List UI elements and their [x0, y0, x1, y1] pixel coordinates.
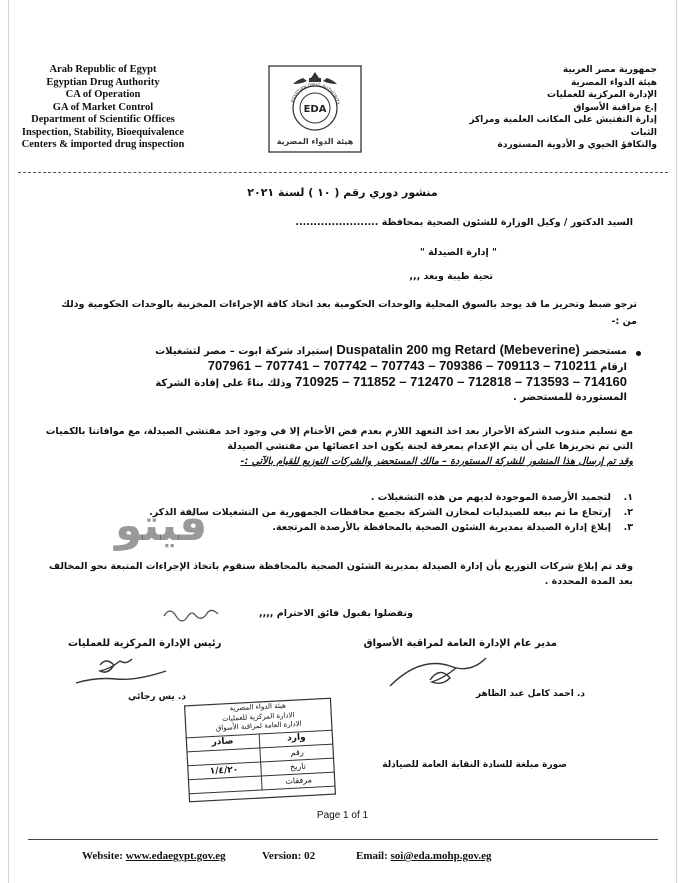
paragraph-intro: ترجو ضبط وتحريز ما قد يوجد بالسوق المحلية والوحدات الحكومية بعد اتخاذ كافة الإجراءات المخزنية بالوحدات الحكومية وذلك من :-	[61, 299, 637, 327]
footer-divider	[28, 839, 658, 840]
header-ar-line: والتكافؤ الحيوي و الأدوية المستوردة	[497, 140, 657, 150]
list-number: ٢.	[623, 507, 633, 518]
footer-email	[356, 850, 492, 862]
stamp-date-value: ١/٤/٢٠	[209, 765, 239, 777]
email-link[interactable]: soi@eda.mohp.gov.eg	[390, 850, 492, 862]
watermark: فيتو	[115, 500, 208, 551]
header-ar-line: الإدارة المركزية للعمليات	[547, 90, 657, 100]
header-ar-line: جمهورية مصر العربية	[562, 65, 657, 75]
list-text: إبلاغ إدارة الصيدلة بمديرية الشئون الصحية بالمحافظة بالأرصدة المرتجعة.	[272, 522, 611, 533]
header-en-line: GA of Market Control	[52, 101, 154, 113]
page-edge-right	[676, 0, 677, 883]
batch-numbers-line-1: 707961 – 707741 – 707742 – 707743 – 709386 – 709113 – 710211	[207, 358, 597, 373]
paragraph-seizure-note: وقد تم إرسال هذا المنشور للشركة المستوردة – مالك المستحضر والشركات التوزيع للقيام بالآتي :-	[240, 456, 633, 467]
batches-label: ارقام	[600, 362, 627, 373]
version-label: Version:	[262, 850, 302, 862]
footer-website	[82, 850, 226, 862]
batches-note: وذلك بناءً على إفادة الشركة	[155, 378, 292, 389]
drug-paragraph	[41, 343, 641, 405]
website-link[interactable]: www.edaegypt.gov.eg	[125, 850, 226, 862]
list-text: لتجميد الأرصدة الموجودة لديهم من هذه التشغيلات .	[370, 492, 611, 503]
initials-signature	[160, 602, 230, 624]
header-en-line: Inspection, Stability, Bioequivalence	[21, 126, 185, 138]
incoming-stamp	[182, 696, 337, 804]
drug-name: Duspatalin 200 mg Retard (Mebeverine)	[336, 342, 580, 357]
paragraph-seizure-text: مع تسليم مندوب الشركة الأحراز بعد اخذ التعهد اللازم بعدم فض الأختام إلا في وجود احد مفتشي الصيدلة، مع موافاتنا بالكميات التي تم تحريزها علي أن يتم الإعدام بمعرفة لجنة يكون احد اعضائها من مفتشي الصيدلة	[45, 426, 633, 452]
list-number: ٣.	[623, 522, 633, 533]
page-edge-left	[8, 0, 9, 883]
stamp-line: الادارة المركزية للعمليات	[221, 710, 295, 723]
addressee: السيد الدكتور / وكيل الوزارة للشئون الصحية بمحافظة .......................	[295, 217, 633, 228]
header-en-line: Centers & imported drug inspection	[21, 139, 185, 150]
eda-logo	[265, 64, 365, 154]
footer-version	[262, 850, 315, 862]
header-english	[18, 64, 188, 152]
paragraph-seizure	[43, 424, 633, 469]
paragraph-distributors: وقد تم إبلاغ شركات التوزيع بأن إدارة الصيدلة بمديرية الشئون الصحية بالمحافظة ستقوم باتخاذ الإجراءات المتبعة نحو المخالف بعد المدة المحددة .	[49, 561, 633, 587]
stamp-number-label: رقم	[290, 747, 304, 758]
drug-prefix: مستحضر	[583, 346, 627, 357]
header-en-line: Department of Scientific Offices	[31, 114, 175, 125]
stamp-outgoing: صادر	[211, 736, 234, 748]
drug-end: المستوردة للمستحضر .	[512, 392, 627, 403]
list-number: ١.	[623, 492, 633, 503]
bullet-icon	[636, 351, 641, 356]
header-en-line: Egyptian Drug Authority	[46, 76, 160, 88]
logo-text: EDA	[303, 104, 327, 115]
header-ar-line: إ.ع مراقبة الأسواق	[573, 102, 657, 113]
header-ar-line: هيئة الدواء المصرية	[570, 77, 657, 88]
circular-title: منشور دوري رقم ( ١٠ ) لسنة ٢٠٢١	[247, 186, 438, 199]
header-divider	[18, 172, 668, 174]
signature-left	[70, 655, 180, 691]
stamp-line: هيئة الدواء المصرية	[229, 701, 287, 713]
header-en-line: CA of Operation	[65, 89, 141, 100]
website-label: Website:	[82, 850, 123, 862]
stamp-line: الادارة العامة لمراقبة الأسواق	[215, 719, 302, 733]
signature-title-right: مدير عام الإدارة العامة لمراقبة الأسواق	[363, 638, 557, 649]
signatory-name-left: د. يس رجائي	[128, 692, 186, 702]
signature-right	[380, 650, 490, 695]
header-en-line: Arab Republic of Egypt	[49, 64, 157, 75]
header-ar-line: إدارة التفتيش على المكاتب العلمية ومراكز الثبات	[469, 115, 657, 138]
logo-caption: هيئة الدواء المصرية	[276, 137, 354, 146]
email-label: Email:	[356, 850, 388, 862]
stamp-date-label: تاريخ	[289, 761, 307, 772]
drug-suffix: إستيراد شركة ابوت – مصر لتشغيلات	[155, 346, 333, 357]
header-arabic	[457, 64, 657, 152]
page-number: Page 1 of 1	[316, 810, 369, 821]
signature-title-left: رئيس الإدارة المركزية للعمليات	[68, 638, 222, 649]
version-value: 02	[304, 850, 316, 862]
greeting: تحية طيبة وبعد ,,,	[409, 271, 493, 282]
closing: وتفضلوا بقبول فائق الاحترام ,,,,	[258, 608, 413, 619]
stamp-attachments-label: مرفقات	[285, 775, 313, 786]
svg-text:EGYPTIAN DRUG AUTHORITY	[290, 82, 341, 106]
batch-numbers-line-2: 710925 – 711852 – 712470 – 712818 – 713593 – 714160	[295, 374, 627, 389]
stamp-incoming: وارد	[286, 732, 306, 744]
signatory-name-right: د. احمد كامل عبد الظاهر	[475, 689, 585, 699]
list-text: إرتجاع ما تم بيعه للصيدليات لمخازن الشركة بجميع محافظات الجمهورية من التشغيلات سالفة الذكر.	[149, 507, 611, 518]
logo-ring-text: EGYPTIAN DRUG AUTHORITY	[289, 81, 341, 106]
carbon-copy: صورة مبلغة للسادة النقابة العامة للصيادلة	[382, 760, 567, 770]
department: " إدارة الصيدلة "	[419, 247, 497, 258]
